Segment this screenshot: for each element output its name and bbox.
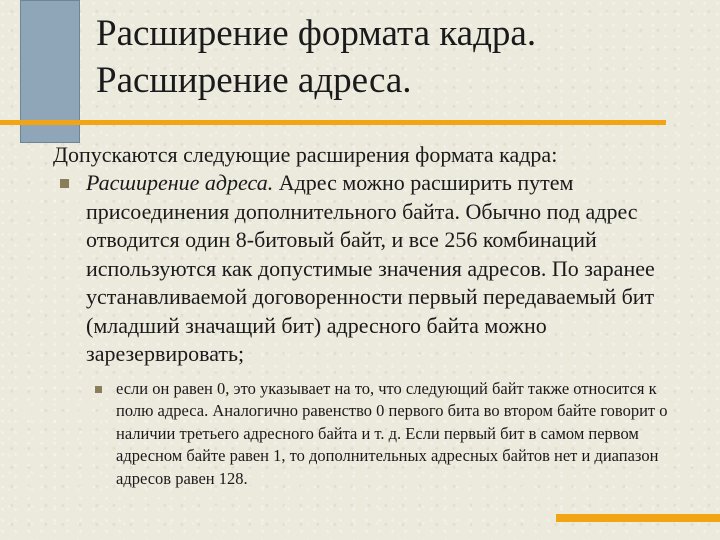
title-underline-rule bbox=[0, 120, 666, 125]
subbullet-text: если он равен 0, это указывает на то, что следующий байт также относится к полю адреса. Аналогично равенство 0 первого бита во втором байте говорит о наличии третьего адресного байта и т. д. Если первый бит в самом первом адресном байте равен 1, то дополнительных адресных байтов нет и диапазон адресов равен 128. bbox=[116, 378, 668, 488]
intro-text: Допускаются следующие расширения формата кадра: bbox=[53, 142, 558, 167]
square-bullet-icon bbox=[60, 179, 69, 188]
bullet-address-extension bbox=[86, 169, 686, 369]
subbullet-first-bit-rule bbox=[116, 378, 683, 491]
slide-title-line-1: Расширение формата кадра. bbox=[96, 13, 537, 54]
footer-accent-rule bbox=[556, 514, 720, 522]
slide-title bbox=[96, 10, 536, 104]
square-bullet-icon bbox=[95, 386, 102, 393]
bullet-term: Расширение адреса. bbox=[86, 170, 274, 195]
bullet-text: Адрес можно расширить путем присоединения дополнительного байта. Обычно под адрес отводится один 8-битовый байт, и все 256 комбинаций используются как допустимые значения адресов. По заранее устанавливаемой договоренности первый передаваемый бит (младший значащий бит) адресного байта можно зарезервировать; bbox=[86, 170, 655, 366]
slide-title-line-2: Расширение адреса. bbox=[96, 60, 412, 101]
slide-body bbox=[53, 140, 693, 490]
